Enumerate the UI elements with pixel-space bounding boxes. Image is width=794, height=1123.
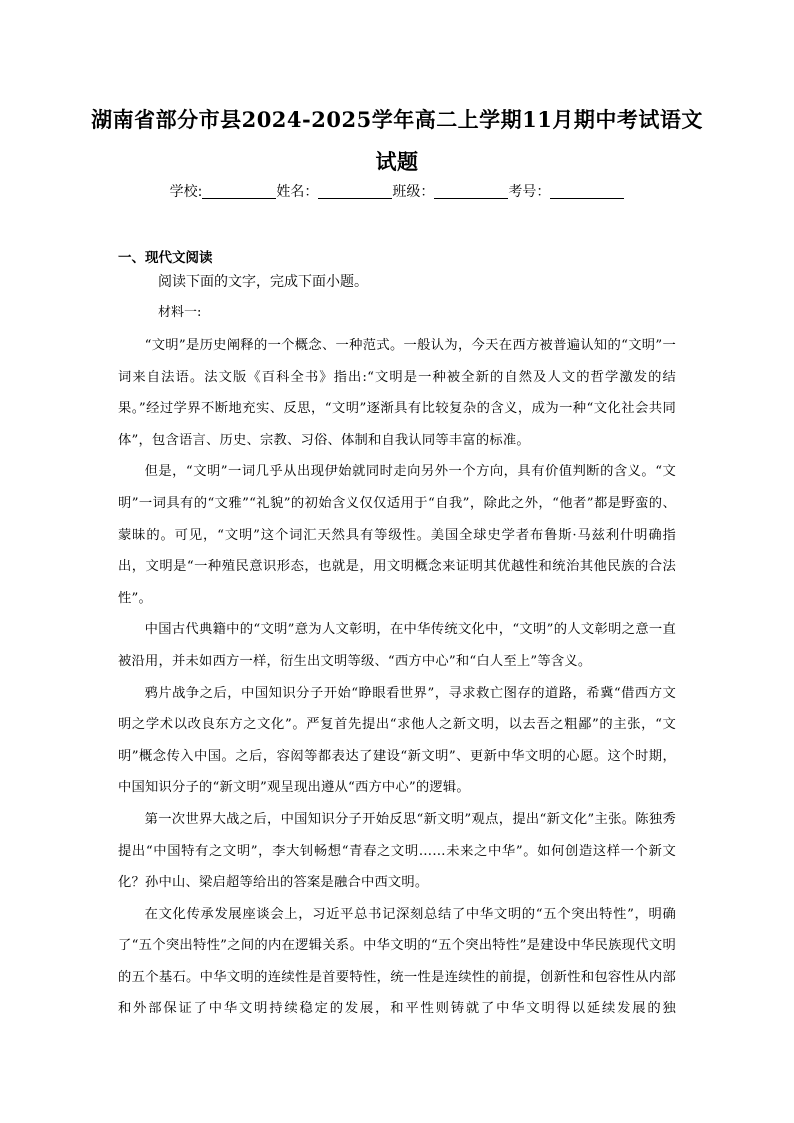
field-exam-number <box>508 181 624 201</box>
field-exam-number-blank <box>550 184 624 199</box>
field-class-label: 班级： <box>392 184 435 200</box>
paragraph-5: 第一次世界大战之后，中国知识分子开始反思“新文明”观点，提出“新文化”主张。陈独秀提出“中国特有之文明”，李大钊畅想“青春之文明……未来之中华”。如何创造这样一个新文化？孙中山、梁启超等给出的答案是融合中西文明。 <box>118 811 676 891</box>
paragraph-3: 中国古代典籍中的“文明”意为人文彰明，在中华传统文化中，“文明”的人文彰明之意一直被沿用，并未如西方一样，衍生出文明等级、“西方中心”和“白人至上”等含义。 <box>118 622 676 669</box>
student-info-fields <box>0 181 794 201</box>
field-school-label: 学校: <box>169 184 203 200</box>
field-name-blank <box>318 184 392 199</box>
field-class-blank <box>434 184 508 199</box>
paragraph-2: 但是，“文明”一词几乎从出现伊始就同时走向另外一个方向，具有价值判断的含义。“文明”一词具有的“文雅”“礼貌”的初始含义仅仅适用于“自我”，除此之外，“他者”都是野蛮的、蒙昧的。可见，“文明”这个词汇天然具有等级性。美国全球史学者布鲁斯·马兹利什明确指出，文明是“一种殖民意识形态，也就是，用文明概念来证明其优越性和统治其他民族的合法性”。 <box>118 464 676 606</box>
field-name <box>276 181 392 201</box>
passage-body <box>118 330 676 1025</box>
field-school-blank <box>202 184 276 199</box>
paragraph-1: “文明”是历史阐释的一个概念、一种范式。一般认为，今天在西方被普遍认知的“文明”一词来自法语。法文版《百科全书》指出:“文明是一种被全新的自然及人文的哲学激发的结果。”经过学界不断地充实、反思，“文明”逐渐具有比较复杂的含义，成为一种“文化社会共同体”，包含语言、历史、宗教、习俗、体制和自我认同等丰富的标准。 <box>118 338 676 448</box>
material-label: 材料一: <box>158 305 202 320</box>
paragraph-6: 在文化传承发展座谈会上，习近平总书记深刻总结了中华文明的“五个突出特性”，明确了“五个突出特性”之间的内在逻辑关系。中华文明的“五个突出特性”是建设中华民族现代文明的五个基石。中华文明的连续性是首要特性，统一性是连续性的前提，创新性和包容性从内部和外部保证了中华文明持续稳定的发展，和平性则铸就了中华文明得以延续发展的独 <box>118 906 676 1017</box>
document-title-line1: 湖南省部分市县2024-2025学年高二上学期11月期中考试语文 <box>91 107 703 132</box>
field-exam-number-label: 考号： <box>508 184 551 200</box>
document-title-line2: 试题 <box>375 149 419 174</box>
field-name-label: 姓名： <box>276 184 319 200</box>
paragraph-4: 鸦片战争之后，中国知识分子开始“睁眼看世界”，寻求救亡图存的道路，希冀“借西方文明之学术以改良东方之文化”。严复首先提出“求他人之新文明，以去吾之粗鄙”的主张，“文明”概念传入中国。之后，容闳等都表达了建设“新文明”、更新中华文明的心愿。这个时期，中国知识分子的“新文明”观呈现出遵从“西方中心”的逻辑。 <box>118 685 676 796</box>
field-school <box>170 181 277 201</box>
field-class <box>392 181 508 201</box>
reading-instruction: 阅读下面的文字，完成下面小题。 <box>158 274 368 290</box>
section-heading: 一、现代文阅读 <box>118 250 213 266</box>
